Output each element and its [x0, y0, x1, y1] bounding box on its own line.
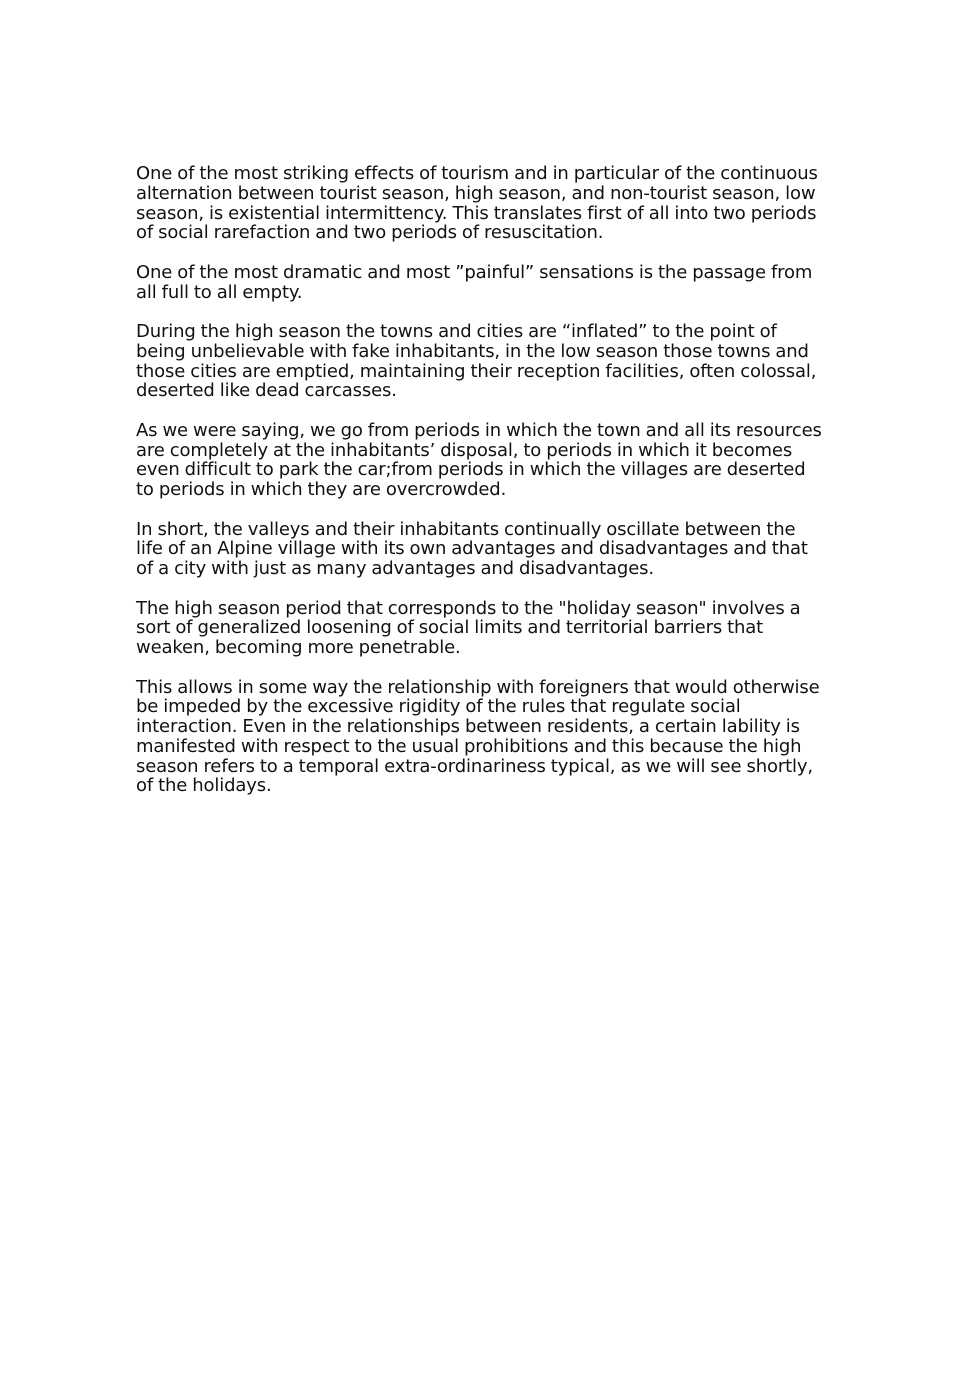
paragraph-3: During the high season the towns and cities are “inflated” to the point of being unbelievable with fake inhabitants, in the low season those towns and those cities are emptied, maintaining their reception facilities, often colossal, deserted like dead carcasses. [136, 320, 817, 402]
paragraph-4: As we were saying, we go from periods in which the town and all its resources are completely at the inhabitants’ disposal, to periods in which it becomes even difficult to park the car;from periods in which the villages are deserted to periods in which they are overcrowded. [136, 419, 822, 501]
paragraph-7: This allows in some way the relationship with foreigners that would otherwise be impeded by the excessive rigidity of the rules that regulate social interaction. Even in the relationships between residents, a certain lability is manifested with respect to the usual prohibitions and this because the high season refers to a temporal extra-ordinariness typical, as we will see shortly, of the holidays. [136, 676, 820, 797]
paragraph-1: One of the most striking effects of tourism and in particular of the continuous alternation between tourist season, high season, and non-tourist season, low season, is existential intermittency. This translates first of all into two periods of social rarefaction and two periods of resuscitation. [136, 163, 818, 244]
document-body [136, 164, 826, 816]
paragraph-6: The high season period that corresponds to the "holiday season" involves a sort of generalized loosening of social limits and territorial barriers that weaken, becoming more penetrable. [136, 597, 801, 659]
paragraph-5: In short, the valleys and their inhabitants continually oscillate between the life of an Alpine village with its own advantages and disadvantages and that of a city with just as many advantages and disadvantages. [136, 518, 808, 580]
paragraph-2: One of the most dramatic and most ”painful” sensations is the passage from all full to all empty. [136, 261, 813, 303]
